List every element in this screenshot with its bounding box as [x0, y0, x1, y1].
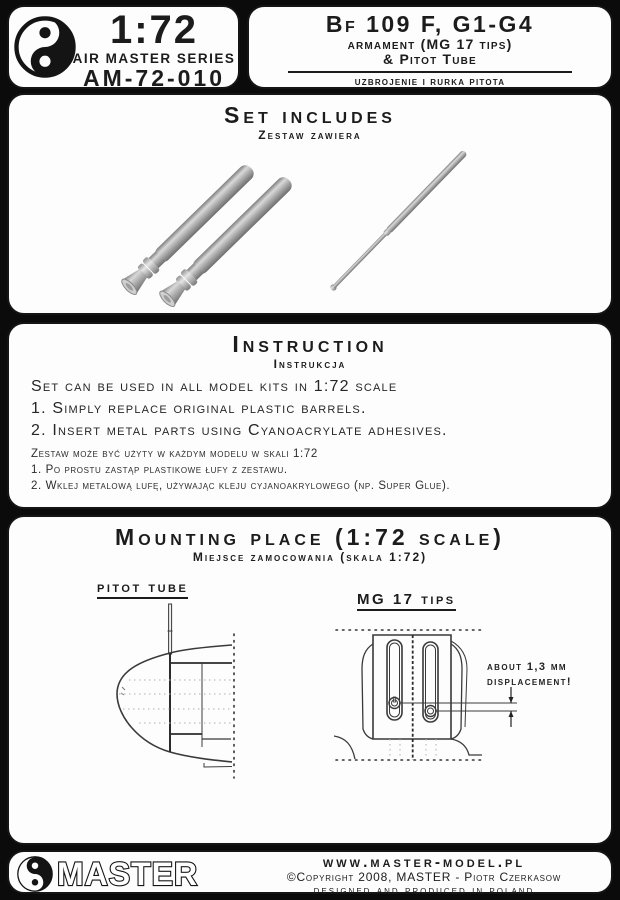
set-includes-panel: [7, 93, 613, 315]
instruction-line-pl: 1. Po prostu zastąp plastikowe łufy z zestawu.: [31, 464, 288, 476]
wingtip-drawing: [101, 601, 251, 791]
mounting-subtitle: Miejsce zamocowania (skala 1:72): [192, 550, 428, 564]
header-right-panel: [247, 5, 613, 89]
header-left-panel: [7, 5, 240, 89]
product-subtitle-polish: uzbrojenie i rurka pitota: [354, 76, 506, 88]
displacement-note: [487, 660, 572, 690]
mounting-title: Mounting place (1:72 scale): [115, 524, 505, 550]
master-logo-icon: [14, 16, 76, 78]
brand-text: MASTER: [57, 856, 199, 892]
product-subtitle-1: armament (MG 17 tips): [347, 36, 513, 52]
scale-label: 1:72: [109, 8, 199, 52]
set-includes-title: Set includes: [224, 102, 396, 128]
website-url: www.master-model.pl: [322, 854, 526, 871]
series-label: AIR MASTER SERIES: [72, 51, 236, 66]
instruction-line-pl: Zestaw może być użyty w każdym modelu w skali 1:72: [31, 448, 318, 460]
instruction-polish-lines: [31, 446, 450, 494]
instruction-line: 1. Simply replace original plastic barrels.: [31, 400, 367, 417]
metal-parts-photo: [55, 139, 575, 311]
product-code: AM-72-010: [82, 65, 226, 91]
displacement-note-line-1: about 1,3 mm: [487, 661, 567, 673]
instruction-line: Set can be used in all model kits in 1:72 scale: [31, 378, 398, 395]
master-wordmark: [55, 856, 241, 892]
instruction-subtitle: Instrukcja: [273, 357, 347, 371]
displacement-note-line-2: displacement!: [487, 676, 572, 688]
master-logo-icon-footer: [17, 856, 53, 892]
copyright-line: ©Copyright 2008, MASTER - Piotr Czerkasow: [286, 870, 562, 884]
product-title: Bf 109 F, G1-G4: [325, 11, 535, 37]
pitot-diagram-label: pitot tube: [97, 579, 188, 599]
pitot-tube-part: [329, 150, 468, 293]
footer-panel: [7, 850, 613, 897]
mounting-place-panel: [7, 515, 613, 845]
instruction-title: Instruction: [232, 331, 388, 357]
mg17-diagram-label: MG 17 tips: [357, 591, 456, 611]
header-divider: [288, 71, 572, 73]
instruction-line: 2. Insert metal parts using Cyanoacrylate adhesives.: [31, 422, 448, 439]
product-subtitle-2: & Pitot Tube: [383, 51, 477, 67]
dimension-arrows: [400, 687, 517, 727]
instruction-panel: [7, 322, 613, 509]
made-in-line: designed and produced in poland: [313, 882, 535, 897]
instruction-line-pl: 2. Wklej metalową lufę, używając kleju cyjanoakrylowego (np. Super Glue).: [31, 480, 451, 492]
set-includes-subtitle: Zestaw zawiera: [258, 128, 362, 142]
instruction-english-lines: [31, 376, 448, 442]
